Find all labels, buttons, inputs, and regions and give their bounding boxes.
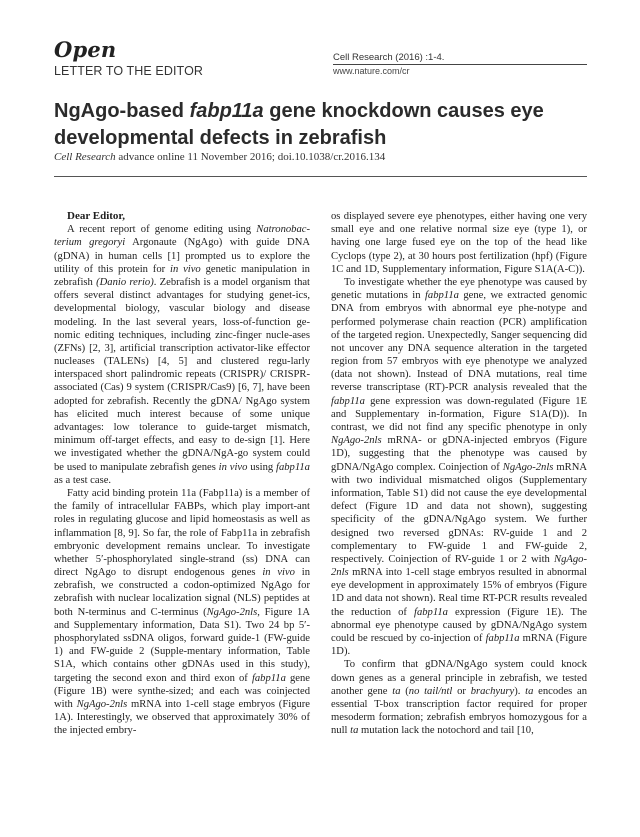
citation-journal: Cell Research: [54, 151, 116, 163]
section-label: LETTER TO THE EDITOR: [54, 64, 204, 78]
greeting: Dear Editor,: [67, 210, 126, 222]
paragraph: A recent report of genome editing using Natronobac-terium gregoryi Argonaute (NgAgo) with guide DNA (gDNA) in human cells [1] prompted us to explore the utility of this protein for in vivo genetic manipulation in zebrafish (Danio rerio). Zebrafish is a model organism that offers several distinct advantages for studying genet-ics, developmental biology, vascular biology and disease modeling. In the last several years, loss-of-function ge-nomic editing techniques, including zinc-finger nucle-ases (ZFNs) [2, 3], artificial transcription activator-like effector nucleases (TALENs) [4, 5] and clustered regu-larly interspaced short palindromic repeats (CRISPR)/ CRISPR-associated (Cas) 9 system (CRISPR/Cas9) [6, 7], have been adopted for zebrafish. Recently the gDNA/ NgAgo system has elicited much interest because of some unique advantages: low tolerance to guide-target mismatch, minimum off-target effects, and easy to de-sign [1]. Here we investigated whether the gDNA/NgA-go system could be used to manipulate zebrafish genes in vivo using fabp11a as a test case.: [54, 224, 311, 486]
paragraph: To confirm that gDNA/NgAgo system could knock down genes as a general principle in zebrafish, we tested another gene ta (no tail/ntl or brachyury). ta encodes an essential T-box transcription factor required for proper mesoderm formation; zebrafish embryos homozygous for a null ta mutation lack the notochord and tail [10,: [331, 659, 588, 737]
open-access-label: Open: [54, 37, 117, 62]
body-column-right: [331, 210, 587, 738]
title-divider: [54, 176, 587, 177]
article-title: [54, 98, 594, 152]
paragraph: Fatty acid binding protein 11a (Fabp11a) is a member of the family of intracellular FABPs, which play import-ant roles in regulating glucose and lipid homeostasis as well as inflammation [8, 9]. So far, the role of Fabp11a in zebrafish embryonic development remains unclear. To investigate whether 5′-phosphorylated single-strand (ss) DNA can direct NgAgo to disrupt endogenous genes in vivo in zebrafish, we constructed a codon-optimized NgAgo for zebrafish with nuclear localization signal (NLS) peptides at both N-terminus and C-terminus (NgAgo-2nls, Figure 1A and Supplementary information, Data S1). Two 24 bp 5′-phosphorylated ssDNA oligos, forward guide-1 (FW-guide 1) and FW-guide 2 (Supple-mentary information, Table S1A, which contains other gDNAs used in this study), targeting the second exon and third exon of fabp11a gene (Figure 1B) were synthe-sized; and each was coinjected with NgAgo-2nls mRNA into 1-cell stage embryos (Figure 1A). Interestingly, we observed that approximately 30% of the injected embry-: [54, 487, 310, 737]
title-part2: gene knockdown causes eye developmental defects in zebrafish: [54, 100, 544, 149]
header-divider: [333, 64, 587, 65]
article-citation: [54, 151, 594, 163]
title-gene: fabp11a: [189, 100, 264, 122]
journal-url[interactable]: www.nature.com/cr: [333, 66, 410, 76]
paragraph: To investigate whether the eye phenotype was caused by genetic mutations in fabp11a gene, we extracted genomic DNA from embryos with abnormal eye phe-notype and performed polymerase chain reaction (PCR) amplification of the targeted region. Unexpectedly, Sanger sequencing did not uncover any DNA sequence alteration in the targeted region from 57 embryos with eye phenotype we analyzed (data not shown). Instead of DNA mutations, real time reverse transcriptase (RT)-PCR analysis revealed that the fabp11a gene expression was down-regulated (Figure 1E and Supplementary in-formation, Figure S1A(D)). In contrast, we did not find any specific phenotype in only NgAgo-2nls mRNA- or gDNA-injected embryos (Figure 1D), suggesting that the phenotype was caused by gDNA/NgAgo complex. Coinjection of NgAgo-2nls mRNA with two individual mismatched oligos (Supplementary information, Table S1) did not cause the eye developmental defect (Figure 1D and data not shown), suggesting specificity of the gDNA/NgAgo system. We further designed two reversed gDNAs: RV-guide 1 and 2 complementary to FW-guide 1 and FW-guide 2, respectively. Coinjection of RV-guide 1 or 2 with NgAgo-2nls mRNA into 1-cell stage embryos resulted in abnormal eye development in approximately 15% of embryos (Figure 1D and data not shown). Real time RT-PCR results revealed the reduction of fabp11a expression (Figure 1E). The abnormal eye phenotype caused by gDNA/NgAgo system could be rescued by co-injection of fabp11a mRNA (Figure 1D).: [331, 276, 588, 658]
citation-rest: advance online 11 November 2016; doi.10.1038/cr.2016.134: [115, 151, 386, 163]
paragraph: os displayed severe eye phenotypes, either having one very small eye and one relative normal size eye (type 1), or having one large fused eye on the top of the head like Cyclops (type 2), at 30 hours post fertilization (hpf) (Figure 1C and 1D, Supplementary information, Figure S1A(A-C)).: [331, 211, 587, 275]
body-column-left: [54, 210, 310, 738]
title-part1: NgAgo-based: [54, 100, 190, 122]
journal-citation: Cell Research (2016) :1-4.: [333, 52, 445, 63]
